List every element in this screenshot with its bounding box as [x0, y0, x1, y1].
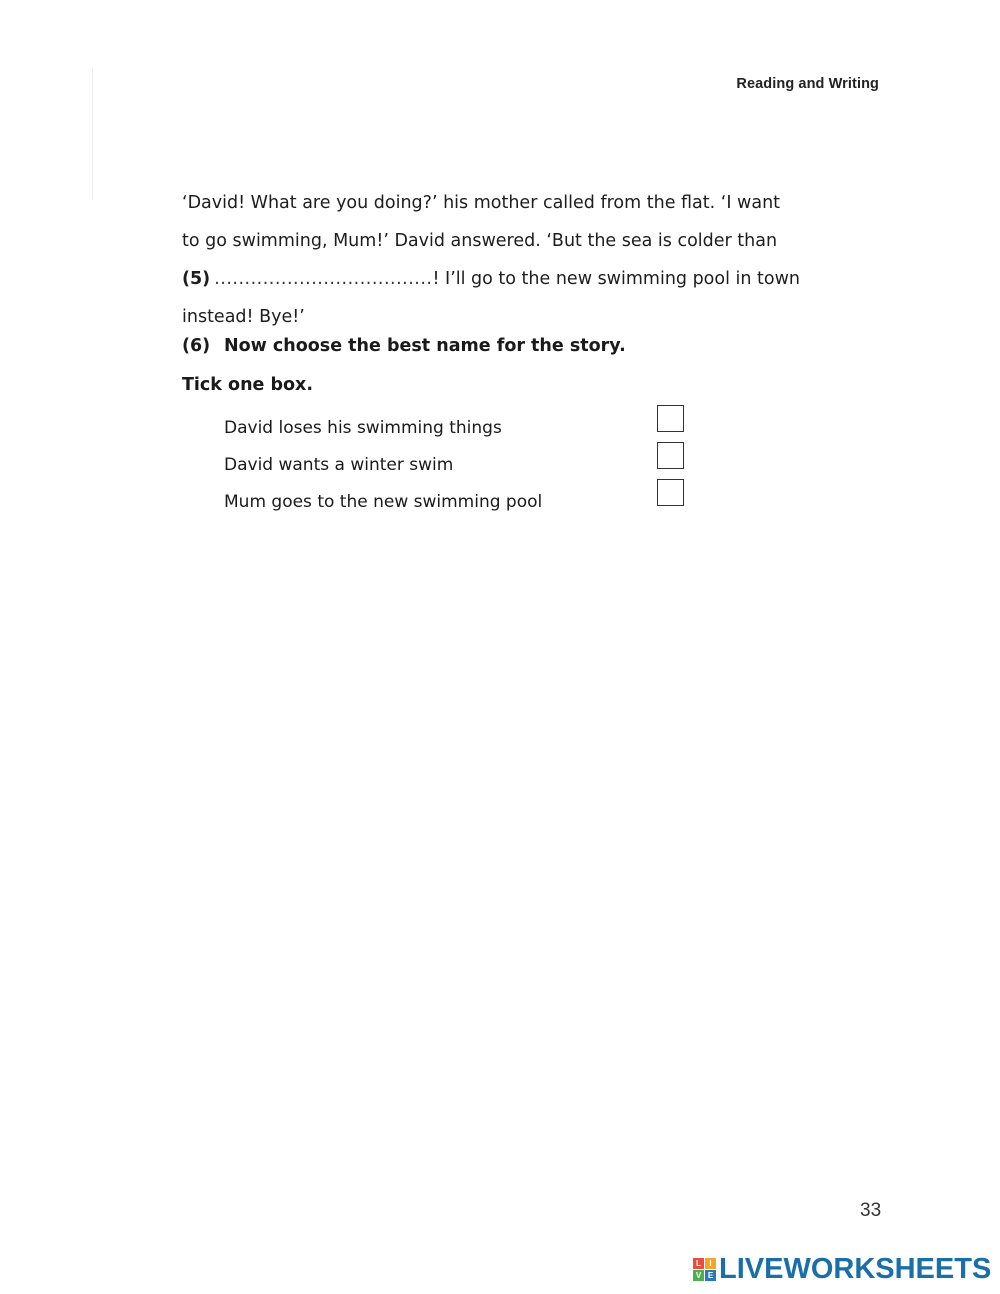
logo-letter: E [705, 1270, 716, 1281]
story-line-1: ‘David! What are you doing?’ his mother called from the flat. ‘I want [182, 193, 781, 213]
section-header: Reading and Writing [736, 76, 879, 92]
liveworksheets-logo [693, 1254, 991, 1284]
option-label: David wants a winter swim [224, 455, 454, 475]
question-6-number: (6) [182, 336, 211, 356]
answer-options [224, 410, 694, 521]
option-row [224, 410, 694, 447]
question-6-text: Now choose the best name for the story. [224, 336, 626, 356]
question-5-number: (5) [182, 269, 211, 289]
page-margin-line [92, 68, 93, 200]
question-6-instruction: Tick one box. [182, 375, 313, 395]
logo-letter: L [693, 1258, 704, 1269]
liveworksheets-wordmark: LIVEWORKSHEETS [719, 1252, 992, 1285]
question-6 [182, 336, 626, 356]
logo-letter: I [705, 1258, 716, 1269]
option-row [224, 447, 694, 484]
story-text [182, 184, 822, 336]
story-line-3-rest: ! I’ll go to the new swimming pool in town [432, 269, 801, 289]
option-checkbox[interactable] [657, 405, 684, 432]
option-checkbox[interactable] [657, 442, 684, 469]
option-checkbox[interactable] [657, 479, 684, 506]
question-5-answer-gap[interactable]: .................................... [214, 269, 433, 289]
story-line-3 [182, 260, 822, 298]
option-label: David loses his swimming things [224, 418, 502, 438]
logo-letter: V [693, 1270, 704, 1281]
option-label: Mum goes to the new swimming pool [224, 492, 543, 512]
story-line-2: to go swimming, Mum!’ David answered. ‘But the sea is colder than [182, 231, 778, 251]
story-line-4: instead! Bye!’ [182, 307, 305, 327]
option-row [224, 484, 694, 521]
liveworksheets-icon [693, 1258, 716, 1281]
page-number: 33 [860, 1200, 882, 1221]
